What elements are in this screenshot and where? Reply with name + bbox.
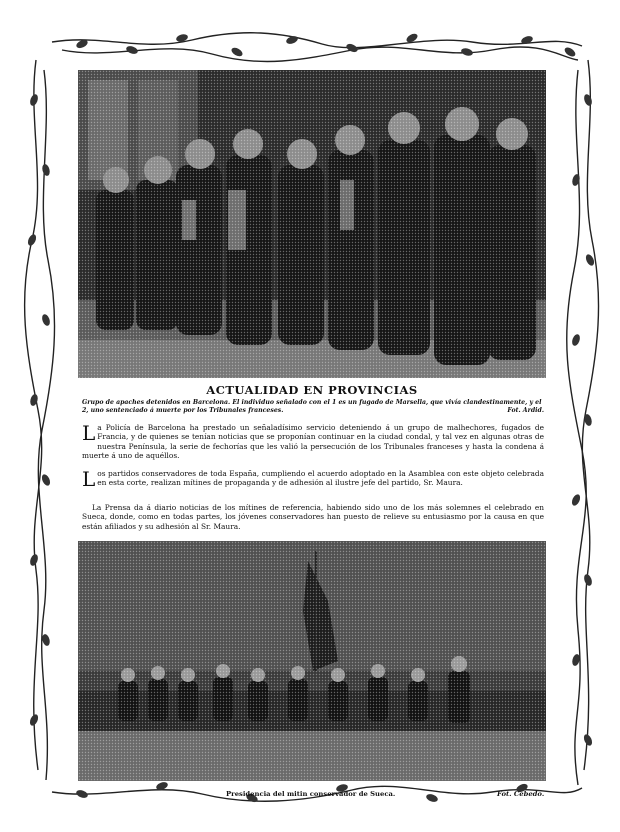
paragraph-text: os partidos conservadores de toda España, cumpliendo el acuerdo adoptado en la Asamblea con este objeto celebrada en esta corte, realizan mítines de propaganda y de adhesión al ilustre jefe del partido, Sr. Maura. <box>97 469 544 488</box>
photo-meeting-presidency <box>78 541 546 781</box>
dropcap: L <box>82 421 96 445</box>
top-photo-credit: Fot. Ardid. <box>507 406 544 414</box>
photo-detained-group <box>78 70 546 378</box>
dropcap: L <box>82 467 96 491</box>
page-headline: ACTUALIDAD EN PROVINCIAS <box>206 383 418 397</box>
article-paragraph <box>82 467 544 491</box>
top-photo-caption <box>82 399 544 414</box>
paragraph-text: a Policía de Barcelona ha prestado un señaladísimo servicio deteniendo á un grupo de malhechores, fugados de Francia, y de quienes se tenían noticias que se proponían continuar en la ciudad condal, y tal vez en algunas otras de nuestra Península, la serie de fechorías que les valió la persecución de los Tribunales franceses y hasta la condena á muerte á uno de aquéllos. <box>82 423 544 460</box>
bottom-photo-caption: Presidencia del mitin conservador de Sueca. <box>226 790 396 798</box>
bottom-photo-credit: Fot. Cebedo. <box>497 790 545 798</box>
top-caption-text: Grupo de apaches detenidos en Barcelona. El individuo señalado con el 1 es un fugado de Marsella, que vivía clandestinamente, y el 2, uno sentenciado á muerte por los Tribunales franceses. <box>82 399 542 414</box>
paragraph-text: La Prensa da á diario noticias de los mítines de referencia, habiendo sido uno de los más solemnes el celebrado en Sueca, donde, como en todas partes, los jóvenes conservadores han puesto de relieve su entusiasmo por la causa en que están afiliados y su adhesión al Sr. Maura. <box>82 503 544 531</box>
article-paragraph <box>82 423 544 460</box>
article-paragraph <box>82 503 544 531</box>
